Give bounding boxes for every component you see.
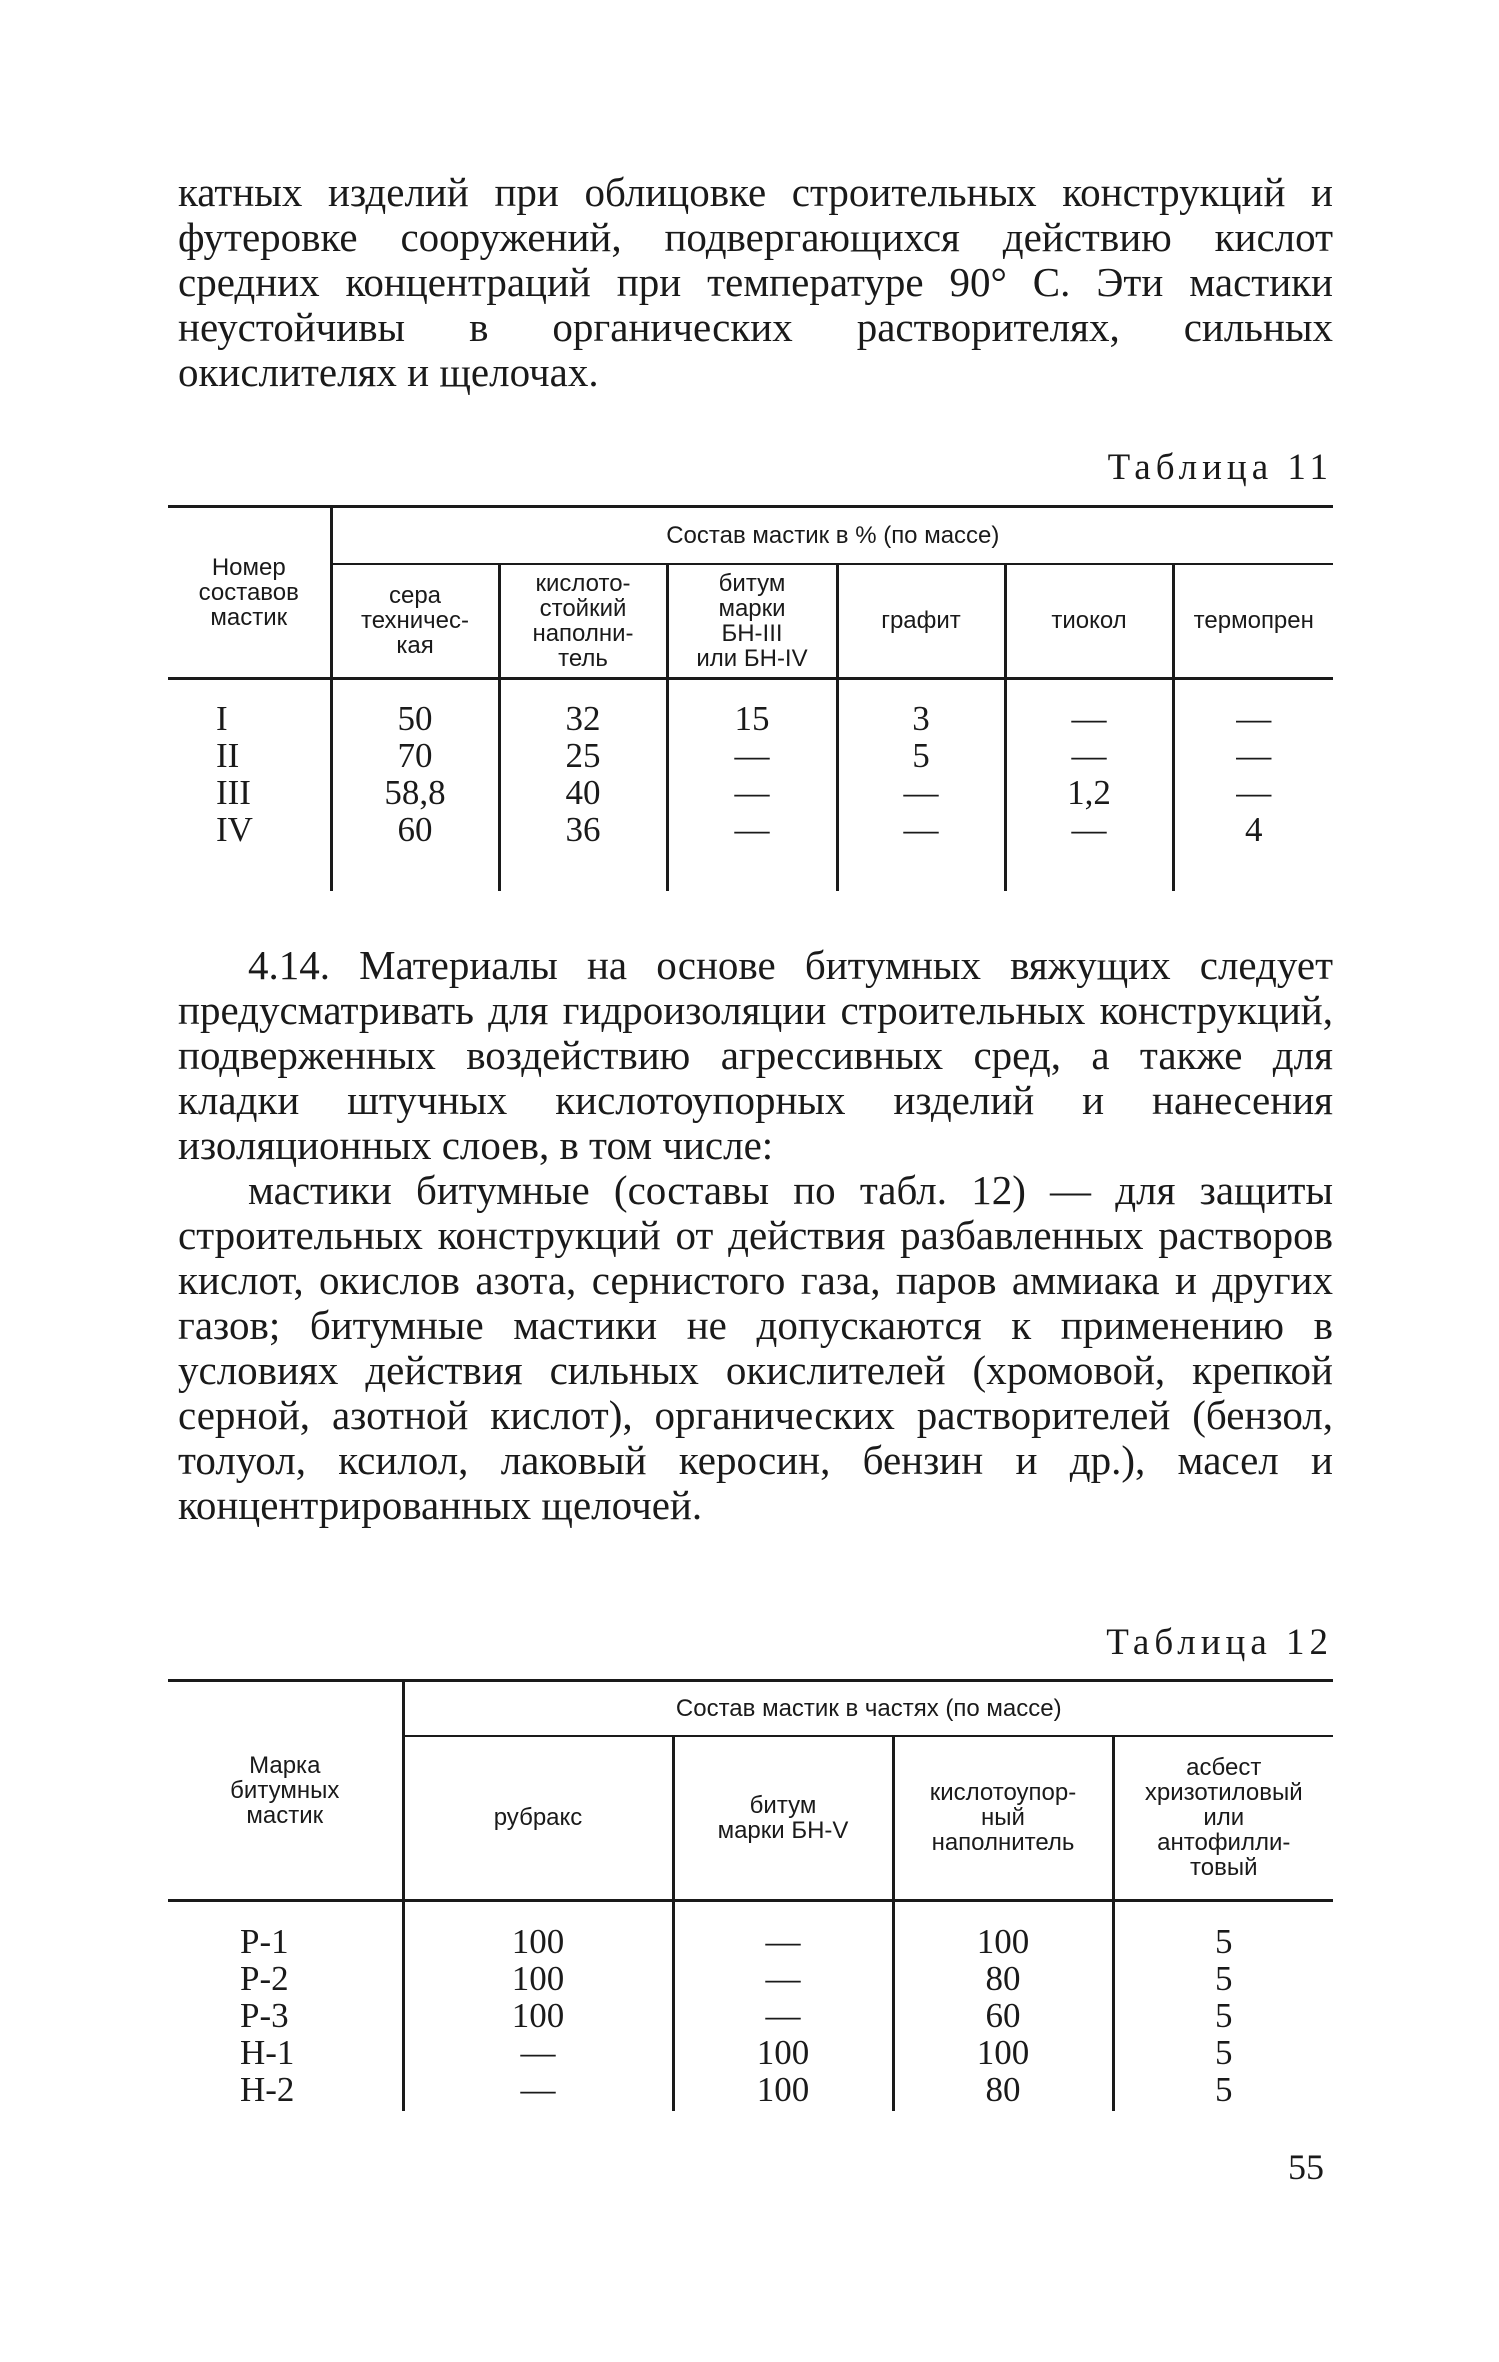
table11-cell: — bbox=[837, 811, 1005, 891]
table12-cell: — bbox=[403, 2071, 673, 2111]
table11-cell: 50 bbox=[331, 679, 499, 738]
table12-col-header: битум марки БН-V bbox=[673, 1736, 893, 1901]
table11-cell: 70 bbox=[331, 737, 499, 774]
table12-row-header: Марка битумных мастик bbox=[168, 1681, 403, 1901]
table12-row-label: Н-1 bbox=[240, 2033, 295, 2072]
table11-cell: — bbox=[1005, 737, 1173, 774]
table12-col-header: рубракс bbox=[403, 1736, 673, 1901]
table12-cell: 100 bbox=[673, 2034, 893, 2071]
table11-row-label: I bbox=[216, 699, 228, 738]
table12-cell: — bbox=[673, 1997, 893, 2034]
table12-cell: — bbox=[673, 1901, 893, 1961]
table11-cell: 58,8 bbox=[331, 774, 499, 811]
section-4-14-para1: 4.14. Материалы на основе битумных вяжущих следует предусматривать для гидроизоляции строительных конструкций, подверженных воздействию агрессивных сред, а также для кладки штучных кислотоупорных изделий и нанесения изоляционных слоев, в том числе: bbox=[178, 942, 1333, 1168]
table12-cell: 100 bbox=[893, 2034, 1113, 2071]
table11-cell: 36 bbox=[499, 811, 667, 891]
table11-cell: — bbox=[1173, 774, 1333, 811]
table12-group-header: Состав мастик в частях (по массе) bbox=[403, 1681, 1333, 1736]
table11 bbox=[168, 505, 1333, 891]
table12-row-label: Р-2 bbox=[240, 1959, 289, 1998]
table11-cell: — bbox=[1173, 679, 1333, 738]
table12-caption: Таблица 12 bbox=[1106, 1622, 1333, 1663]
table11-row-header: Номер составов мастик bbox=[168, 507, 331, 679]
table12-cell: 100 bbox=[403, 1901, 673, 1961]
table12-cell: 80 bbox=[893, 2071, 1113, 2111]
table12-row-label: Р-3 bbox=[240, 1996, 289, 2035]
table11-cell: — bbox=[667, 811, 837, 891]
table11-cell: 15 bbox=[667, 679, 837, 738]
table11-row-label: II bbox=[216, 736, 240, 775]
table11-cell: — bbox=[667, 737, 837, 774]
table12-col-header: кислотоупор- ный наполнитель bbox=[893, 1736, 1113, 1901]
table11-cell: — bbox=[667, 774, 837, 811]
table12-cell: 5 bbox=[1113, 2071, 1333, 2111]
table11-cell: 40 bbox=[499, 774, 667, 811]
table11-caption: Таблица 11 bbox=[1107, 447, 1333, 488]
table11-cell: 4 bbox=[1173, 811, 1333, 891]
table12-cell: 100 bbox=[893, 1901, 1113, 1961]
table11-col-header: тиокол bbox=[1005, 564, 1173, 679]
table11-col-header: битум марки БН-III или БН-IV bbox=[667, 564, 837, 679]
table11-cell: — bbox=[837, 774, 1005, 811]
table12-cell: 100 bbox=[403, 1997, 673, 2034]
table12-cell: — bbox=[673, 1960, 893, 1997]
table12-row-label: Р-1 bbox=[240, 1922, 289, 1961]
table11-cell: — bbox=[1005, 811, 1173, 891]
table12-cell: 100 bbox=[403, 1960, 673, 1997]
table12-col-header: асбест хризотиловый или антофилли- товый bbox=[1113, 1736, 1333, 1901]
table12-cell: 60 bbox=[893, 1997, 1113, 2034]
table11-row-label: III bbox=[216, 773, 251, 812]
page-number: 55 bbox=[1288, 2147, 1324, 2187]
table11-cell: 1,2 bbox=[1005, 774, 1173, 811]
table11-cell: 3 bbox=[837, 679, 1005, 738]
table12-cell: 5 bbox=[1113, 2034, 1333, 2071]
table11-group-header: Состав мастик в % (по массе) bbox=[331, 507, 1333, 564]
table11-cell: 25 bbox=[499, 737, 667, 774]
table11-cell: 60 bbox=[331, 811, 499, 891]
table11-col-header: кислото- стойкий наполни- тель bbox=[499, 564, 667, 679]
table11-col-header: термопрен bbox=[1173, 564, 1333, 679]
table12-cell: 5 bbox=[1113, 1960, 1333, 1997]
section-4-14-para2: мастики битумные (составы по табл. 12) — для защиты строительных конструкций от действия разбавленных растворов кислот, окислов азота, сернистого газа, паров аммиака и других газов; битумные мастики не допускаются к применению в условиях действия сильных окислителей (хромовой, крепкой серной, азотной кислот), органических растворителей (бензол, толуол, ксилол, лаковый керосин, бензин и др.), масел и концентрированных щелочей. bbox=[178, 1167, 1333, 1528]
table11-cell: — bbox=[1173, 737, 1333, 774]
table12-cell: 5 bbox=[1113, 1901, 1333, 1961]
section-4-14 bbox=[178, 943, 1333, 1528]
table12-row-label: Н-2 bbox=[240, 2070, 295, 2109]
table12-cell: 100 bbox=[673, 2071, 893, 2111]
table12-cell: 80 bbox=[893, 1960, 1113, 1997]
intro-paragraph bbox=[178, 170, 1333, 395]
table11-cell: — bbox=[1005, 679, 1173, 738]
table11-cell: 32 bbox=[499, 679, 667, 738]
table11-col-header: графит bbox=[837, 564, 1005, 679]
table11-row-label: IV bbox=[216, 810, 253, 849]
table12-cell: — bbox=[403, 2034, 673, 2071]
intro-text: катных изделий при облицовке строительных конструкций и футеровке сооружений, подвергающихся действию кислот средних концентраций при температуре 90° С. Эти мастики неустойчивы в органических растворителях, сильных окислителях и щелочах. bbox=[178, 169, 1333, 395]
table12 bbox=[168, 1679, 1333, 2111]
table12-cell: 5 bbox=[1113, 1997, 1333, 2034]
table11-col-header: сера техничес- кая bbox=[331, 564, 499, 679]
table11-cell: 5 bbox=[837, 737, 1005, 774]
